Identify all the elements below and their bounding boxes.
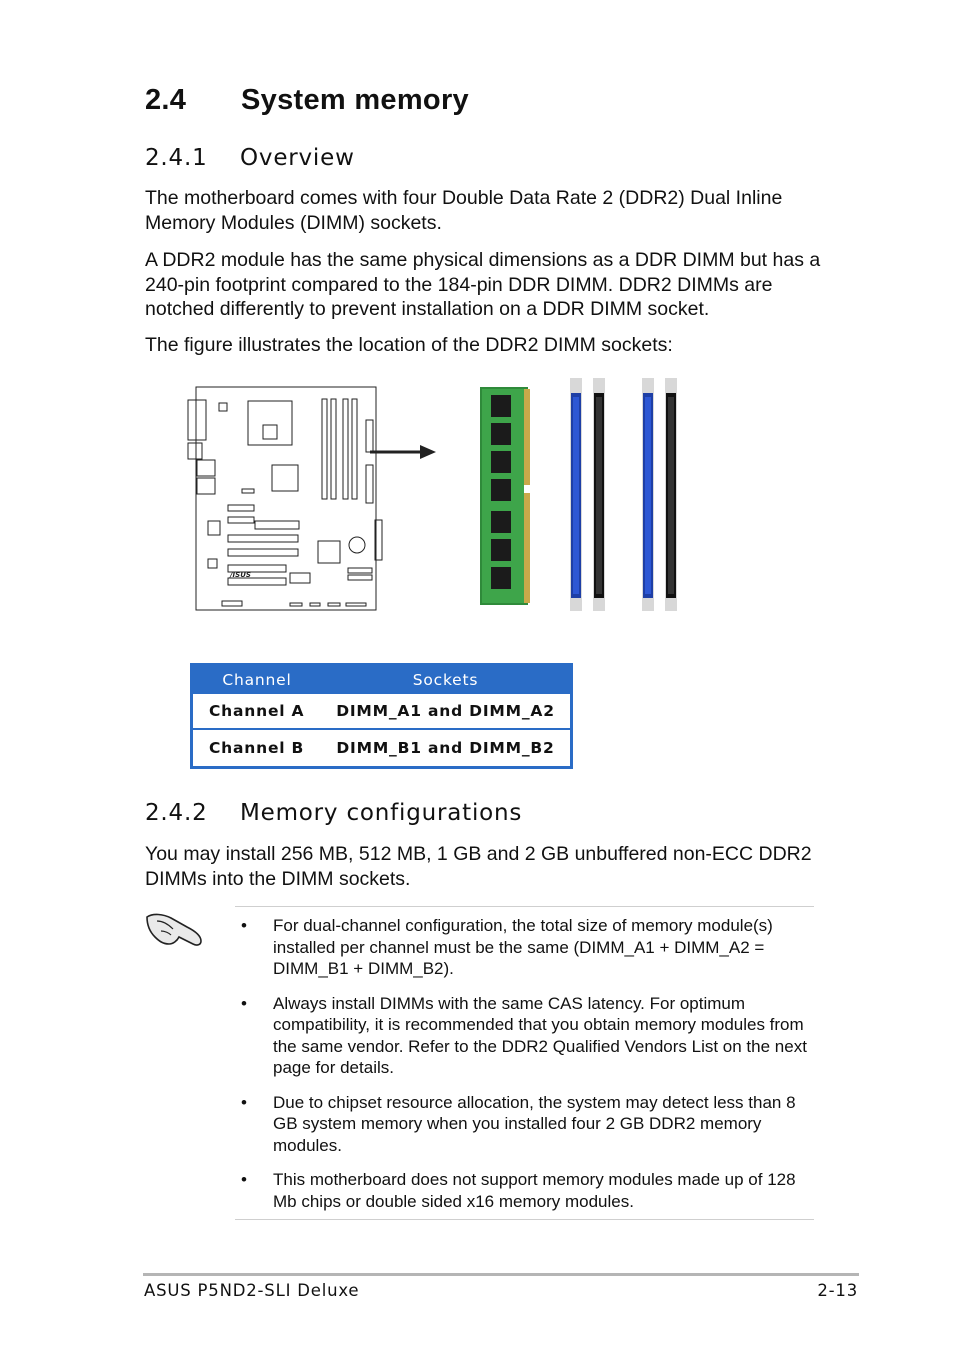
table-header-sockets: Sockets bbox=[321, 665, 572, 695]
note-text: For dual-channel configuration, the total size of memory module(s) installed per channel must be the same (DIMM_A1 + DIMM_A2 = DIMM_B1 + DIMM_B2). bbox=[273, 916, 773, 978]
overview-paragraph-3: The figure illustrates the location of the DDR2 DIMM sockets: bbox=[145, 334, 673, 356]
list-item: • This motherboard does not support memory modules made up of 128 Mb chips or double sided x16 memory modules. bbox=[241, 1170, 796, 1211]
table-row bbox=[192, 694, 572, 729]
notes-list bbox=[235, 915, 814, 1225]
list-item: • Due to chipset resource allocation, the system may detect less than 8 GB system memory when you installed four 2 GB DDR2 memory modules. bbox=[241, 1092, 796, 1155]
note-text: Due to chipset resource allocation, the system may detect less than 8 GB system memory when you installed four 2 GB DDR2 memory modules. bbox=[273, 1092, 796, 1155]
section-title-text: System memory bbox=[241, 84, 469, 116]
note-text: Always install DIMMs with the same CAS latency. For optimum compatibility, it is recommended that you obtain memory modules from the same vendor. Refer to the DDR2 Qualified Vendors List on the next page for details. bbox=[273, 993, 807, 1077]
board-logo: /ISUS bbox=[230, 571, 251, 579]
note-text: This motherboard does not support memory modules made up of 128 Mb chips or double sided x16 memory modules. bbox=[273, 1170, 796, 1211]
list-item: • For dual-channel configuration, the total size of memory module(s) installed per channel must be the same (DIMM_A1 + DIMM_A2 = DIMM_B1 + DIMM_B2). bbox=[241, 916, 773, 978]
channel-table bbox=[190, 663, 573, 769]
section-title bbox=[145, 84, 469, 117]
overview-paragraph-1: The motherboard comes with four Double Data Rate 2 (DDR2) Dual Inline Memory Modules (DIMM) sockets. bbox=[145, 187, 783, 234]
table-cell-channel: Channel A bbox=[192, 694, 322, 729]
ddr2-module-image bbox=[480, 387, 530, 605]
subsection-number: 2.4.2 bbox=[145, 800, 208, 826]
arrow-icon bbox=[370, 445, 436, 459]
table-cell-sockets: DIMM_B1 and DIMM_B2 bbox=[336, 739, 555, 757]
memory-configurations-paragraph: You may install 256 MB, 512 MB, 1 GB and 2 GB unbuffered non-ECC DDR2 DIMMs into the DIMM sockets. bbox=[145, 843, 812, 890]
footer-product: ASUS P5ND2-SLI Deluxe bbox=[144, 1281, 360, 1300]
table-cell-sockets: DIMM_A1 and DIMM_A2 bbox=[321, 694, 572, 729]
table-row bbox=[192, 729, 572, 768]
footer-divider bbox=[143, 1273, 859, 1276]
footer-page-number: 2-13 bbox=[817, 1281, 858, 1300]
subsection-title-text: Memory configurations bbox=[240, 800, 523, 826]
table-cell-channel: Channel B bbox=[209, 739, 305, 757]
section-number: 2.4 bbox=[145, 84, 187, 116]
notes-box bbox=[235, 906, 814, 1220]
subsection-title-overview bbox=[145, 145, 355, 171]
subsection-title-memory-configurations bbox=[145, 800, 522, 826]
dimm-location-figure bbox=[180, 375, 700, 620]
subsection-title-text: Overview bbox=[240, 145, 355, 171]
motherboard-layout bbox=[188, 387, 382, 610]
hand-pointing-icon bbox=[143, 905, 205, 949]
overview-paragraph-2: A DDR2 module has the same physical dimensions as a DDR DIMM but has a 240-pin footprint compared to the 184-pin DDR DIMM. DDR2 DIMMs are notched differently to prevent installation on a DDR DIMM socket. bbox=[145, 249, 821, 320]
subsection-number: 2.4.1 bbox=[145, 145, 208, 171]
dimm-sockets-image bbox=[570, 378, 677, 611]
table-header-channel: Channel bbox=[192, 665, 322, 695]
list-item: • Always install DIMMs with the same CAS latency. For optimum compatibility, it is recommended that you obtain memory modules from the same vendor. Refer to the DDR2 Qualified Vendors List on the next page for details. bbox=[241, 993, 807, 1077]
